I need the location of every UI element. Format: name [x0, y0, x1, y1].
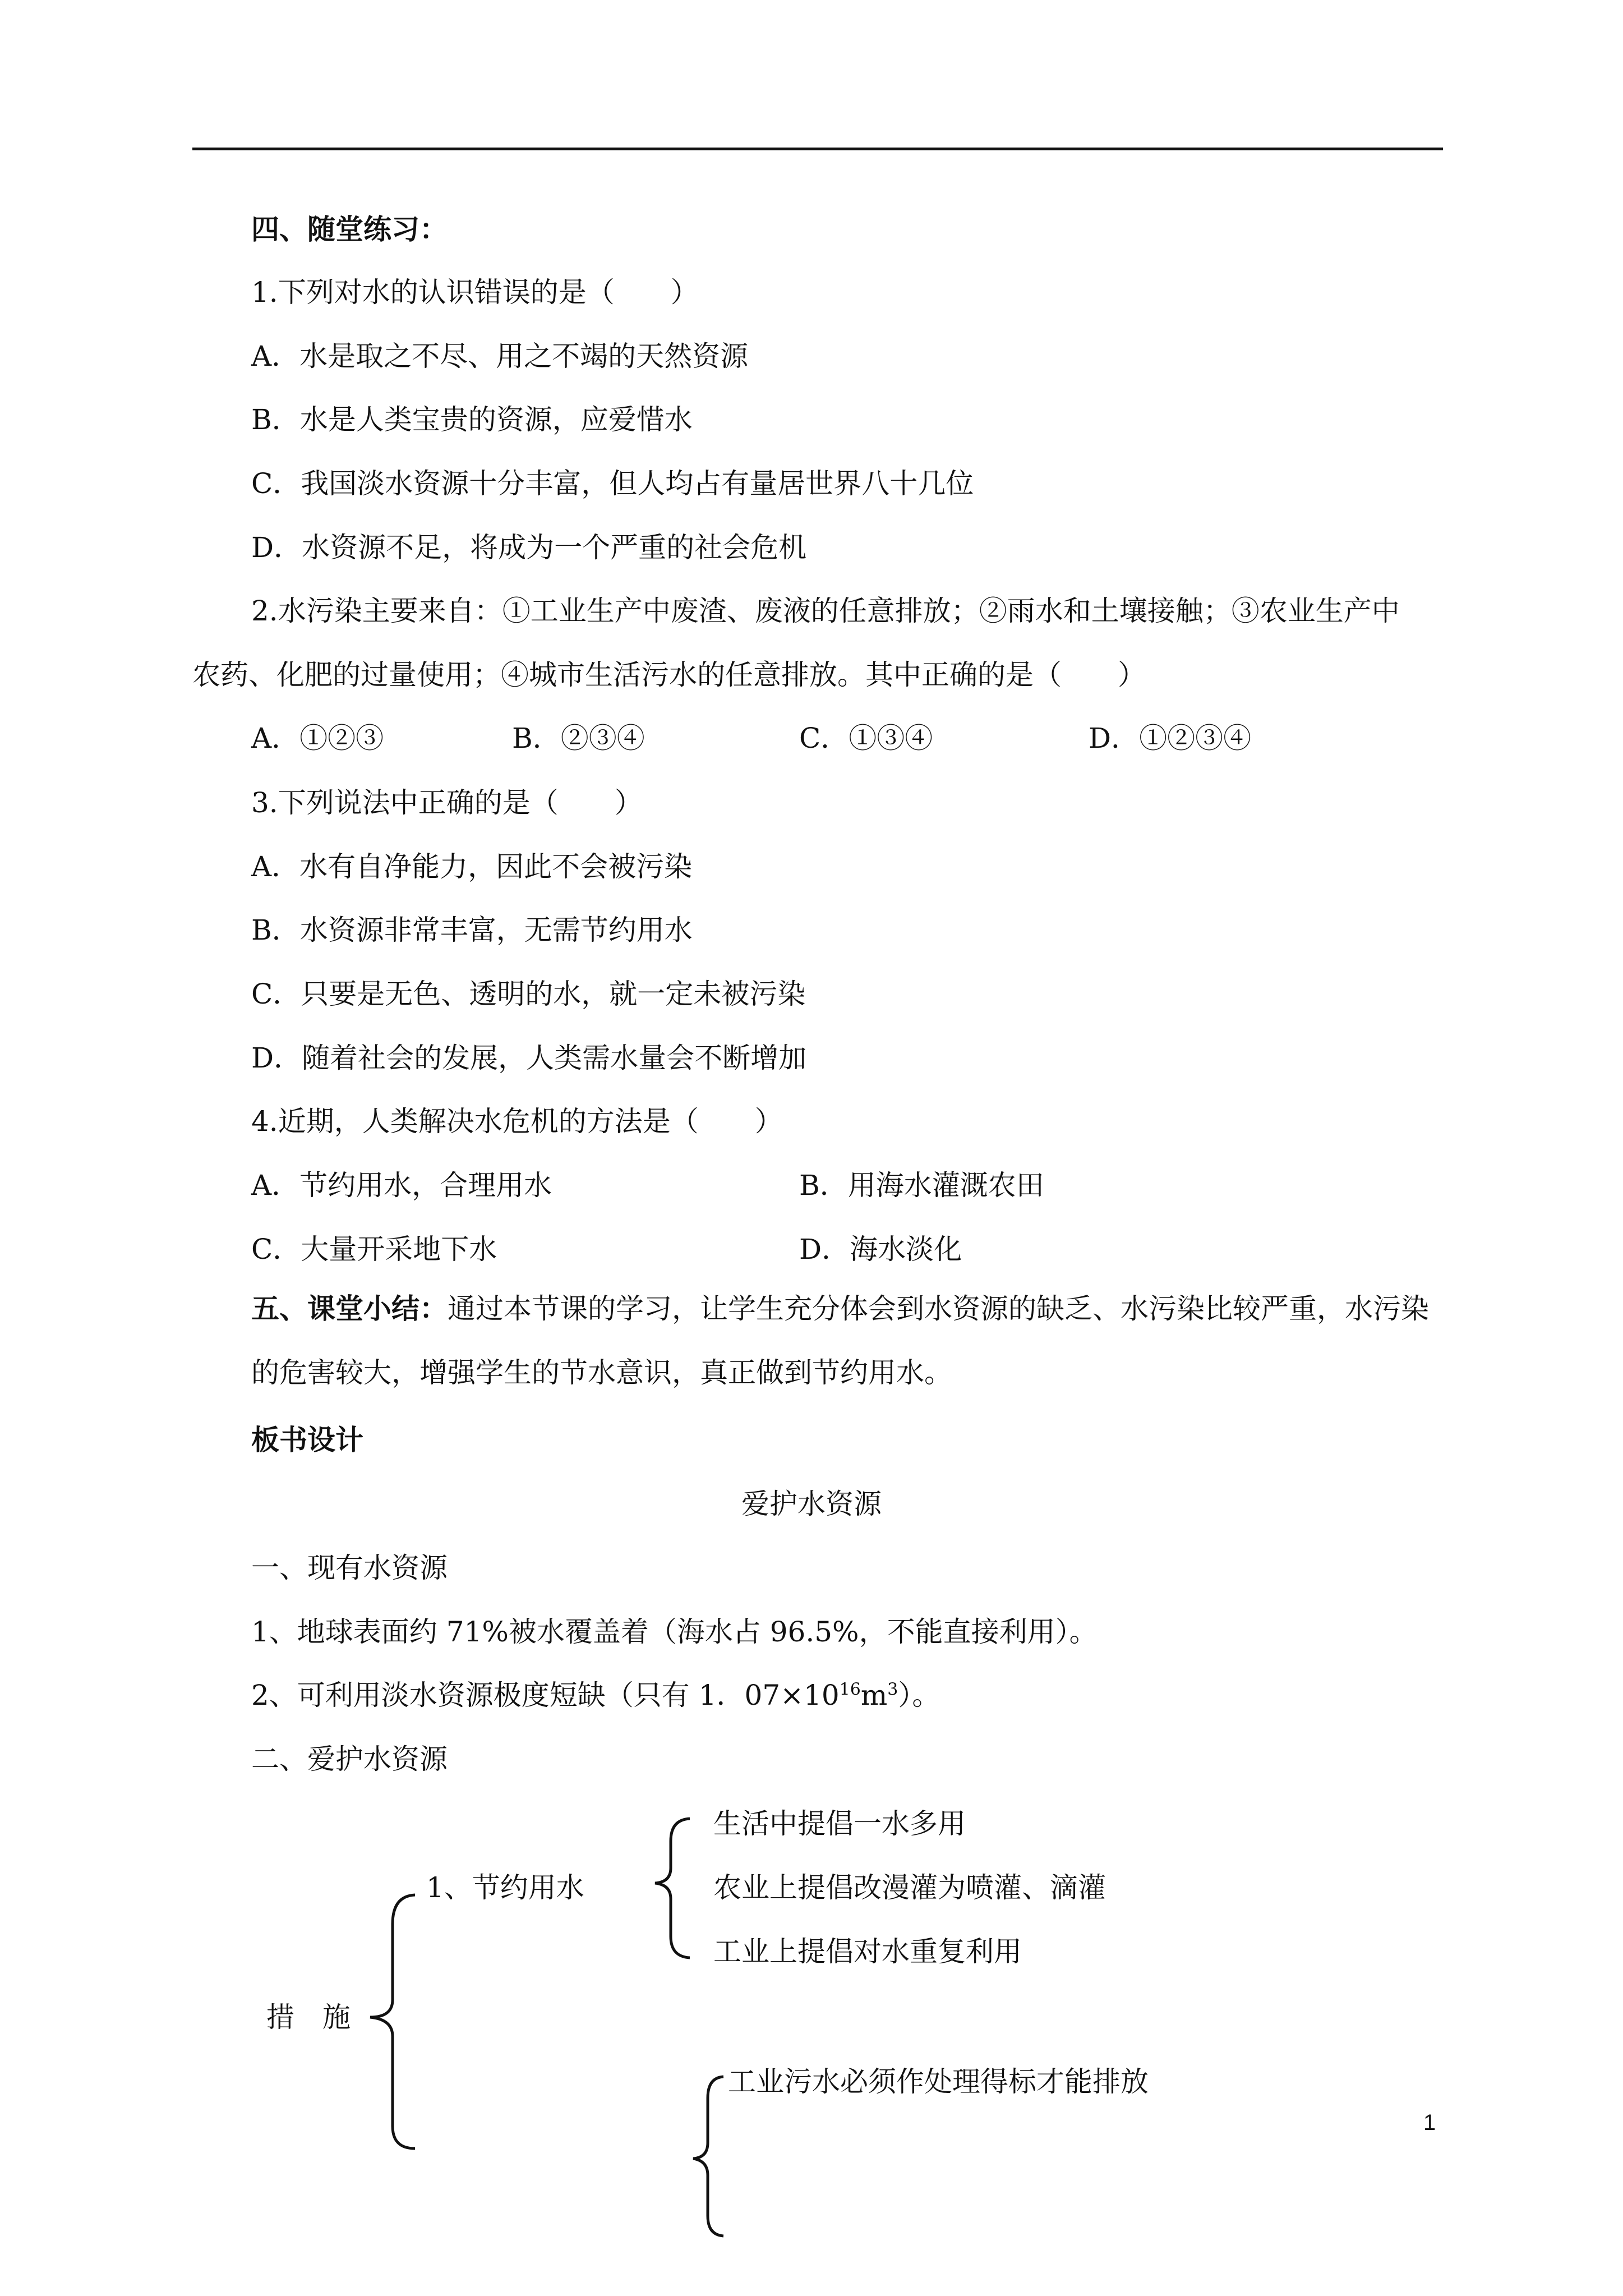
- q3-option-a: A．水有自净能力，因此不会被污染: [251, 850, 693, 883]
- q3-option-d: D．随着社会的发展，人类需水量会不断增加: [251, 1042, 807, 1074]
- item2-text-post: ）。: [898, 1679, 940, 1711]
- save-label: 1、节约用水: [426, 1871, 584, 1904]
- board-part1-item1: 1、地球表面约 71%被水覆盖着（海水占 96.5%，不能直接利用）。: [251, 1616, 1098, 1648]
- board-part2-heading: 二、爱护水资源: [251, 1743, 448, 1775]
- q1-stem: 1.下列对水的认识错误的是（ ）: [251, 276, 699, 309]
- measures-label: 措 施: [266, 2001, 351, 2033]
- q2-option-b: B．②③④: [512, 722, 645, 754]
- q3-option-c: C．只要是无色、透明的水，就一定未被污染: [251, 978, 806, 1010]
- q4-option-d: D．海水淡化: [799, 1233, 962, 1266]
- board-part1-heading: 一、现有水资源: [251, 1552, 448, 1584]
- board-heading: 板书设计: [251, 1423, 363, 1456]
- q1-option-c: C．我国淡水资源十分丰富，但人均占有量居世界八十几位: [251, 467, 974, 500]
- q4-stem: 4.近期，人类解决水危机的方法是（ ）: [251, 1105, 783, 1138]
- item2-text-pre: 2、可利用淡水资源极度短缺（只有 1．07×10: [251, 1679, 840, 1711]
- board-part1-item2: [251, 1678, 940, 1713]
- q2-option-c: C．①③④: [799, 722, 933, 754]
- section5-heading: 五、课堂小结：: [251, 1292, 448, 1325]
- q4-option-a: A．节约用水，合理用水: [251, 1169, 552, 1202]
- q2-stem-line2: 农药、化肥的过量使用；④城市生活污水的任意排放。其中正确的是（ ）: [192, 659, 1146, 691]
- q3-option-b: B．水资源非常丰富，无需节约用水: [251, 914, 693, 946]
- prevent-brace: [693, 2077, 723, 2236]
- section4-heading: 四、随堂练习：: [251, 213, 448, 246]
- q3-stem: 3.下列说法中正确的是（ ）: [251, 786, 643, 819]
- prevent-item-1: 工业污水必须作处理得标才能排放: [728, 2065, 1149, 2098]
- section5-body: 通过本节课的学习，让学生充分体会到水资源的缺乏、水污染比较严重，水污染的危害较大，增强学生的节水意识，真正做到节约用水。: [251, 1292, 1429, 1389]
- header-rule: [192, 148, 1443, 150]
- q1-option-a: A．水是取之不尽、用之不竭的天然资源: [251, 340, 749, 372]
- section5-summary: [251, 1277, 1443, 1405]
- q2-stem-line1: 2.水污染主要来自：①工业生产中废渣、废液的任意排放；②雨水和土壤接触；③农业生产中: [251, 595, 1400, 627]
- save-brace: [655, 1819, 690, 1958]
- q4-option-c: C．大量开采地下水: [251, 1233, 497, 1266]
- item2-unit-exponent: 3: [887, 1680, 898, 1700]
- measures-brace: [370, 1895, 415, 2148]
- q2-option-d: D．①②③④: [1089, 722, 1252, 754]
- q2-option-a: A．①②③: [251, 722, 384, 754]
- board-title: 爱护水资源: [741, 1488, 882, 1520]
- item2-text-unit: m: [860, 1679, 888, 1711]
- save-item-3: 工业上提倡对水重复利用: [713, 1935, 1022, 1968]
- item2-exponent: 16: [839, 1680, 861, 1700]
- page-number: 1: [1423, 2110, 1436, 2135]
- q1-option-b: B．水是人类宝贵的资源，应爱惜水: [251, 403, 693, 436]
- q4-option-b: B．用海水灌溉农田: [799, 1169, 1044, 1202]
- save-item-1: 生活中提倡一水多用: [713, 1807, 966, 1840]
- save-item-2: 农业上提倡改漫灌为喷灌、滴灌: [713, 1871, 1106, 1904]
- q1-option-d: D．水资源不足，将成为一个严重的社会危机: [251, 531, 807, 564]
